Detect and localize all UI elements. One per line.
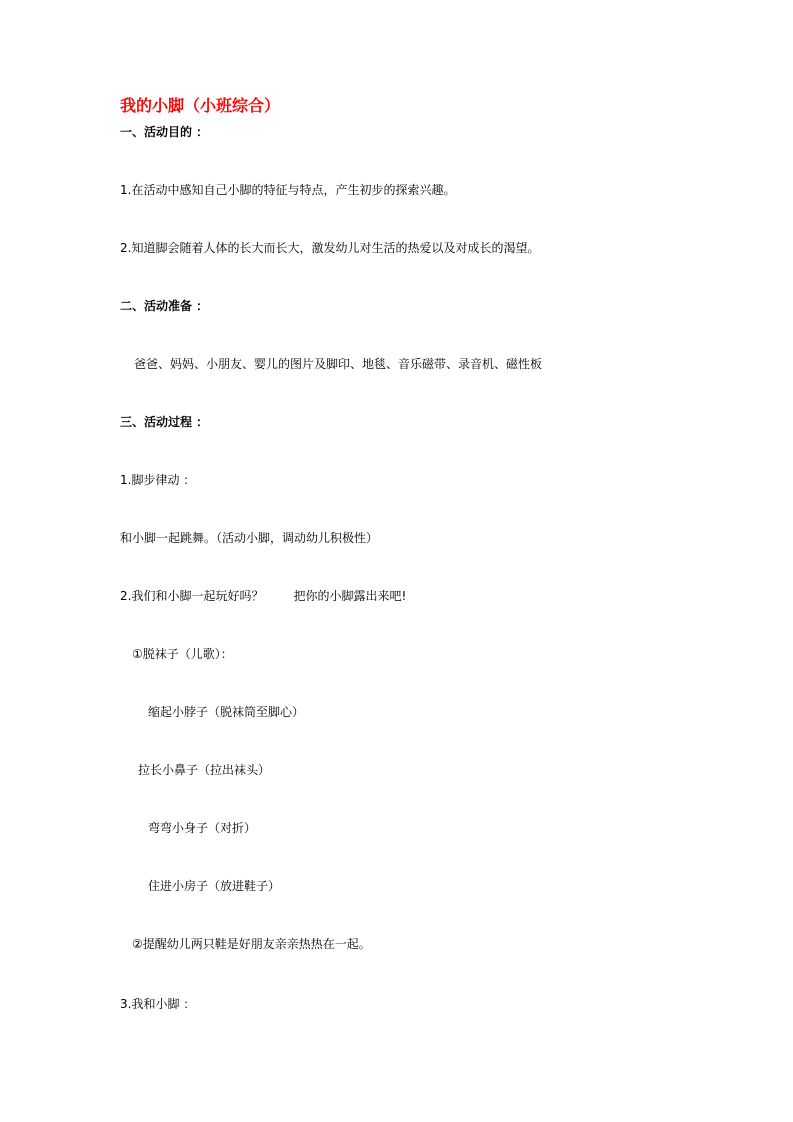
- sub-item-2: ②提醒幼儿两只鞋是好朋友亲亲热热在一起。: [132, 937, 371, 951]
- section-process-heading: 三、活动过程 ：: [120, 415, 209, 429]
- step-2-line: [120, 588, 406, 604]
- song-line-4: 住进小房子（放进鞋子）: [148, 879, 281, 893]
- song-line-3: 弯弯小身子（对折）: [148, 821, 257, 835]
- step-2-question: 2.我们和小脚一起玩好吗？: [120, 589, 264, 603]
- step-1-heading: 1.脚步律动 ：: [120, 473, 196, 487]
- song-line-1: 缩起小脖子（脱袜筒至脚心）: [148, 705, 305, 719]
- section-prep-heading: 二、活动准备 ：: [120, 299, 209, 313]
- sub-item-1: ①脱袜子（儿歌）：: [132, 647, 233, 661]
- step-3-heading: 3.我和小脚 ：: [120, 997, 196, 1011]
- prep-text: 爸爸、妈妈、小朋友、婴儿的图片及脚印、地毯、音乐磁带、录音机、磁性板: [134, 357, 543, 371]
- goal-item-1: 1.在活动中感知自己小脚的特征与特点，产生初步的探索兴趣。: [120, 183, 456, 197]
- document-title: 我的小脚（小班综合）: [120, 96, 281, 115]
- goal-item-2: 2.知道脚会随着人体的长大而长大，激发幼儿对生活的热爱以及对成长的渴望。: [120, 241, 540, 255]
- step-2-prompt: 把你的小脚露出来吧!: [293, 589, 407, 603]
- step-1-text: 和小脚一起跳舞。（活动小脚，调动幼儿积极性）: [120, 531, 379, 545]
- section-goal-heading: 一、活动目的 ：: [120, 125, 209, 139]
- song-line-2: 拉长小鼻子（拉出袜头）: [138, 763, 271, 777]
